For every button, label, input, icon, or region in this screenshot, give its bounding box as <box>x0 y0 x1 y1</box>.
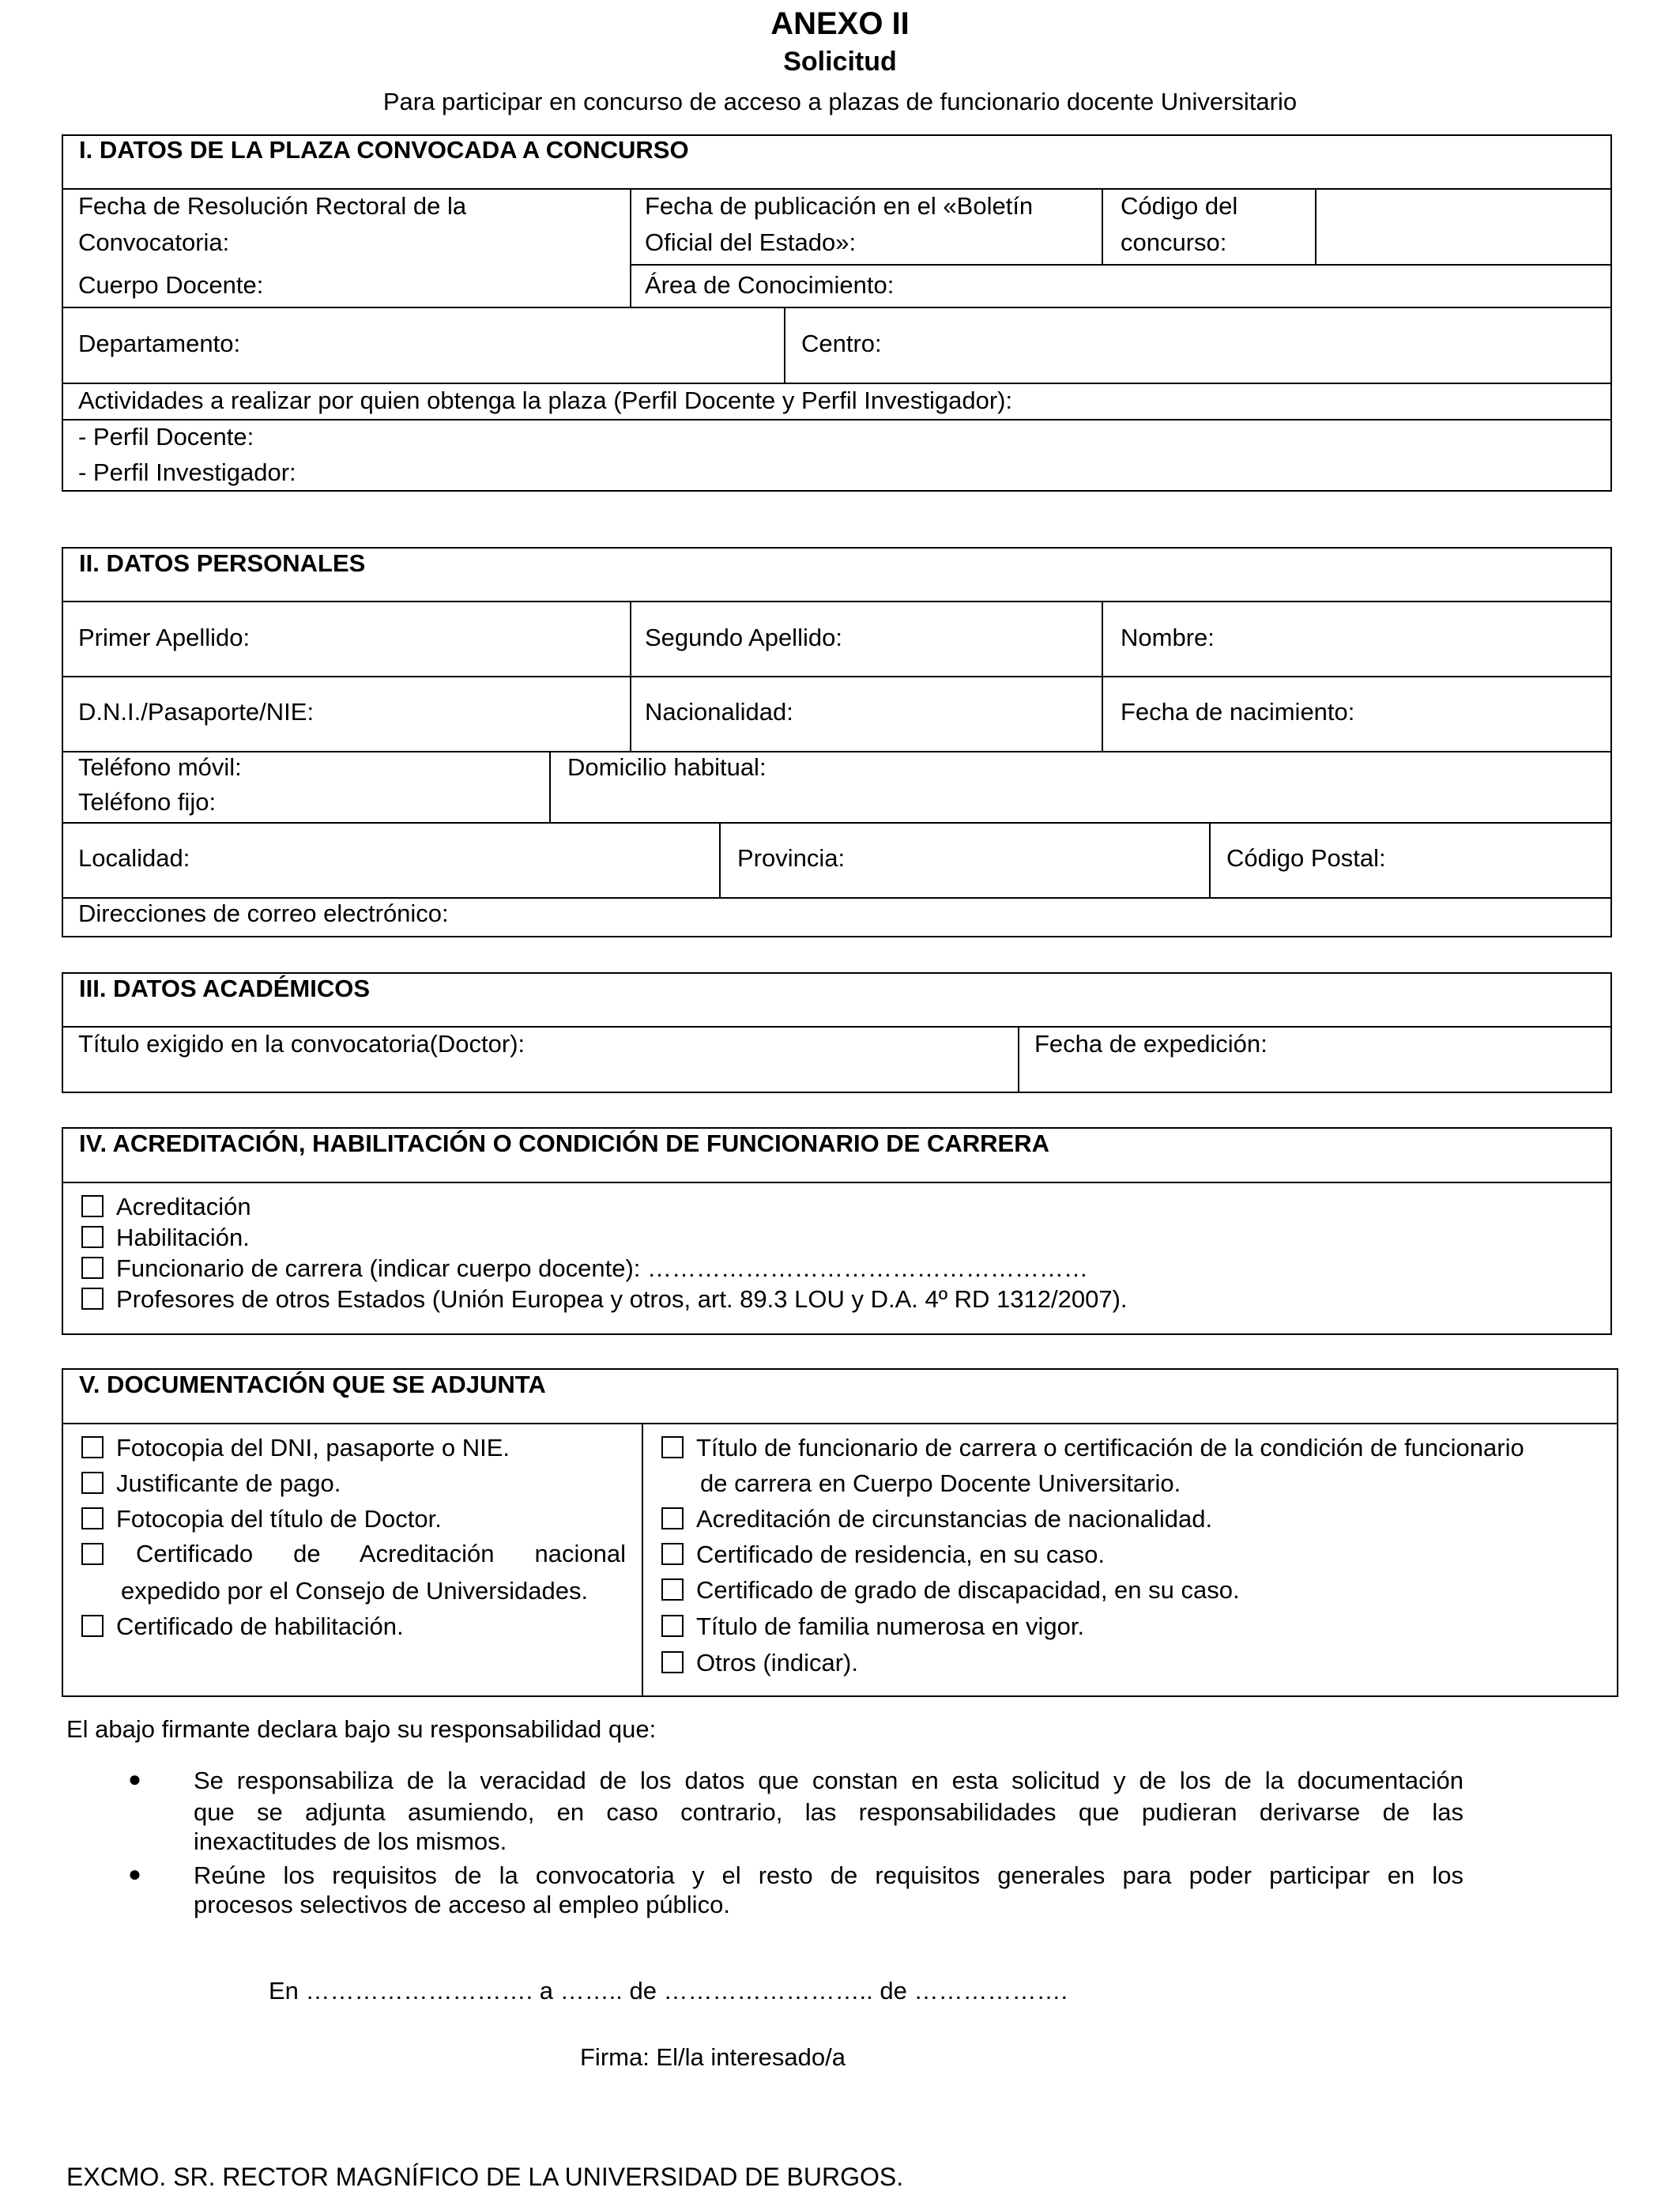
doc-pago-checkbox[interactable] <box>81 1472 104 1494</box>
segundo-apellido-label: Segundo Apellido: <box>645 624 842 651</box>
doc-nacionalidad-label: Acreditación de circunstancias de nacionalidad. <box>696 1505 1213 1533</box>
section-academicos-title: III. DATOS ACADÉMICOS <box>79 975 371 1002</box>
fecha-nacimiento-label: Fecha de nacimiento: <box>1121 698 1355 726</box>
doc-acreditacion-label-2: expedido por el Consejo de Universidades. <box>121 1577 589 1605</box>
localidad-label: Localidad: <box>78 844 190 872</box>
section-plaza-title: I. DATOS DE LA PLAZA CONVOCADA A CONCURSO <box>79 136 689 164</box>
declaration-item-1-line-2: que se adjunta asumiendo, en caso contrario, las responsabilidades que pudieran derivarse de las <box>194 1798 1463 1826</box>
declaration-item-2: Reúne los requisitos de la convocatoria y el resto de requisitos generales para poder participar en los <box>194 1861 1463 1889</box>
doc-doctor-checkbox[interactable] <box>81 1507 104 1529</box>
actividades-label: Actividades a realizar por quien obtenga la plaza (Perfil Docente y Perfil Investigador): <box>78 387 1013 414</box>
doc-habilitacion-label: Certificado de habilitación. <box>116 1612 404 1640</box>
doc-funcionario-label-2: de carrera en Cuerpo Docente Universitario. <box>700 1469 1181 1497</box>
doc-otros-label: Otros (indicar). <box>696 1649 858 1676</box>
place-date-line: En ………………………. a …….. de …………………….. de ………………. <box>269 1977 1068 2005</box>
codigo-concurso-label: Código del <box>1121 192 1238 220</box>
declaration-item-2-line-2: procesos selectivos de acceso al empleo público. <box>194 1891 730 1918</box>
departamento-label: Departamento: <box>78 330 241 357</box>
domicilio-label: Domicilio habitual: <box>567 753 767 781</box>
doc-familia-checkbox[interactable] <box>661 1615 684 1637</box>
section-personales <box>62 547 1612 937</box>
declaration-item-1-line-3: inexactitudes de los mismos. <box>194 1827 507 1855</box>
habilitacion-checkbox[interactable] <box>81 1226 104 1248</box>
doc-doctor-label: Fotocopia del título de Doctor. <box>116 1505 442 1533</box>
perfil-investigador-label: - Perfil Investigador: <box>78 458 296 486</box>
codigo-concurso-field[interactable] <box>1317 190 1610 263</box>
fecha-expedicion-label: Fecha de expedición: <box>1034 1030 1268 1058</box>
primer-apellido-label: Primer Apellido: <box>78 624 250 651</box>
otros-estados-checkbox[interactable] <box>81 1288 104 1310</box>
titulo-label: Título exigido en la convocatoria(Doctor): <box>78 1030 525 1058</box>
provincia-label: Provincia: <box>737 844 846 872</box>
funcionario-checkbox[interactable] <box>81 1257 104 1279</box>
declaration-item-1: Se responsabiliza de la veracidad de los datos que constan en esta solicitud y de los de la documentación <box>194 1767 1463 1794</box>
dni-label: D.N.I./Pasaporte/NIE: <box>78 698 315 726</box>
fecha-resolucion-label: Fecha de Resolución Rectoral de la <box>78 192 467 220</box>
habilitacion-label: Habilitación. <box>116 1224 250 1251</box>
telefono-movil-label: Teléfono móvil: <box>78 753 242 781</box>
doc-dni-checkbox[interactable] <box>81 1436 104 1458</box>
doc-residencia-checkbox[interactable] <box>661 1543 684 1565</box>
centro-label: Centro: <box>801 330 882 357</box>
section-personales-title: II. DATOS PERSONALES <box>79 549 366 577</box>
doc-discapacidad-label: Certificado de grado de discapacidad, en su caso. <box>696 1576 1240 1604</box>
doc-habilitacion-checkbox[interactable] <box>81 1615 104 1637</box>
doc-acreditacion-label: Certificado de Acreditación nacional <box>136 1540 626 1567</box>
bullet-icon: ● <box>128 1767 141 1791</box>
area-conocimiento-label: Área de Conocimiento: <box>645 271 895 299</box>
doc-pago-label: Justificante de pago. <box>116 1469 341 1497</box>
funcionario-label: Funcionario de carrera (indicar cuerpo docente): ……………………………………………… <box>116 1254 1089 1282</box>
doc-acreditacion-checkbox[interactable] <box>81 1543 104 1565</box>
codigo-postal-label: Código Postal: <box>1226 844 1386 872</box>
acreditacion-checkbox[interactable] <box>81 1195 104 1217</box>
doc-dni-label: Fotocopia del DNI, pasaporte o NIE. <box>116 1434 510 1461</box>
section-documentacion-title: V. DOCUMENTACIÓN QUE SE ADJUNTA <box>79 1371 546 1398</box>
form-title: Solicitud <box>783 47 897 77</box>
correo-label: Direcciones de correo electrónico: <box>78 899 449 927</box>
otros-estados-label: Profesores de otros Estados (Unión Europea y otros, art. 89.3 LOU y D.A. 4º RD 1312/2007). <box>116 1285 1128 1313</box>
section-acreditacion-title: IV. ACREDITACIÓN, HABILITACIÓN O CONDICIÓN DE FUNCIONARIO DE CARRERA <box>79 1130 1049 1157</box>
cuerpo-docente-label: Cuerpo Docente: <box>78 271 264 299</box>
fecha-boe-label-2: Oficial del Estado»: <box>645 228 857 256</box>
fecha-boe-label: Fecha de publicación en el «Boletín <box>645 192 1034 220</box>
signature-label: Firma: El/la interesado/a <box>580 2043 846 2071</box>
form-subtitle: Para participar en concurso de acceso a plazas de funcionario docente Universitario <box>382 88 1298 115</box>
doc-funcionario-label: Título de funcionario de carrera o certificación de la condición de funcionario <box>696 1434 1524 1461</box>
doc-residencia-label: Certificado de residencia, en su caso. <box>696 1541 1105 1568</box>
nacionalidad-label: Nacionalidad: <box>645 698 793 726</box>
addressee: EXCMO. SR. RECTOR MAGNÍFICO DE LA UNIVERSIDAD DE BURGOS. <box>66 2163 904 2191</box>
declaration-intro: El abajo firmante declara bajo su responsabilidad que: <box>66 1715 657 1743</box>
doc-funcionario-checkbox[interactable] <box>661 1436 684 1458</box>
codigo-concurso-label-2: concurso: <box>1121 228 1227 256</box>
perfil-docente-label: - Perfil Docente: <box>78 423 254 451</box>
bullet-icon: ● <box>128 1861 141 1886</box>
acreditacion-label: Acreditación <box>116 1193 251 1220</box>
doc-discapacidad-checkbox[interactable] <box>661 1578 684 1601</box>
annex-title: ANEXO II <box>770 6 910 41</box>
doc-familia-label: Título de familia numerosa en vigor. <box>696 1612 1085 1640</box>
telefono-fijo-label: Teléfono fijo: <box>78 788 217 816</box>
nombre-label: Nombre: <box>1121 624 1215 651</box>
doc-nacionalidad-checkbox[interactable] <box>661 1507 684 1529</box>
fecha-resolucion-label-2: Convocatoria: <box>78 228 230 256</box>
doc-otros-checkbox[interactable] <box>661 1651 684 1673</box>
